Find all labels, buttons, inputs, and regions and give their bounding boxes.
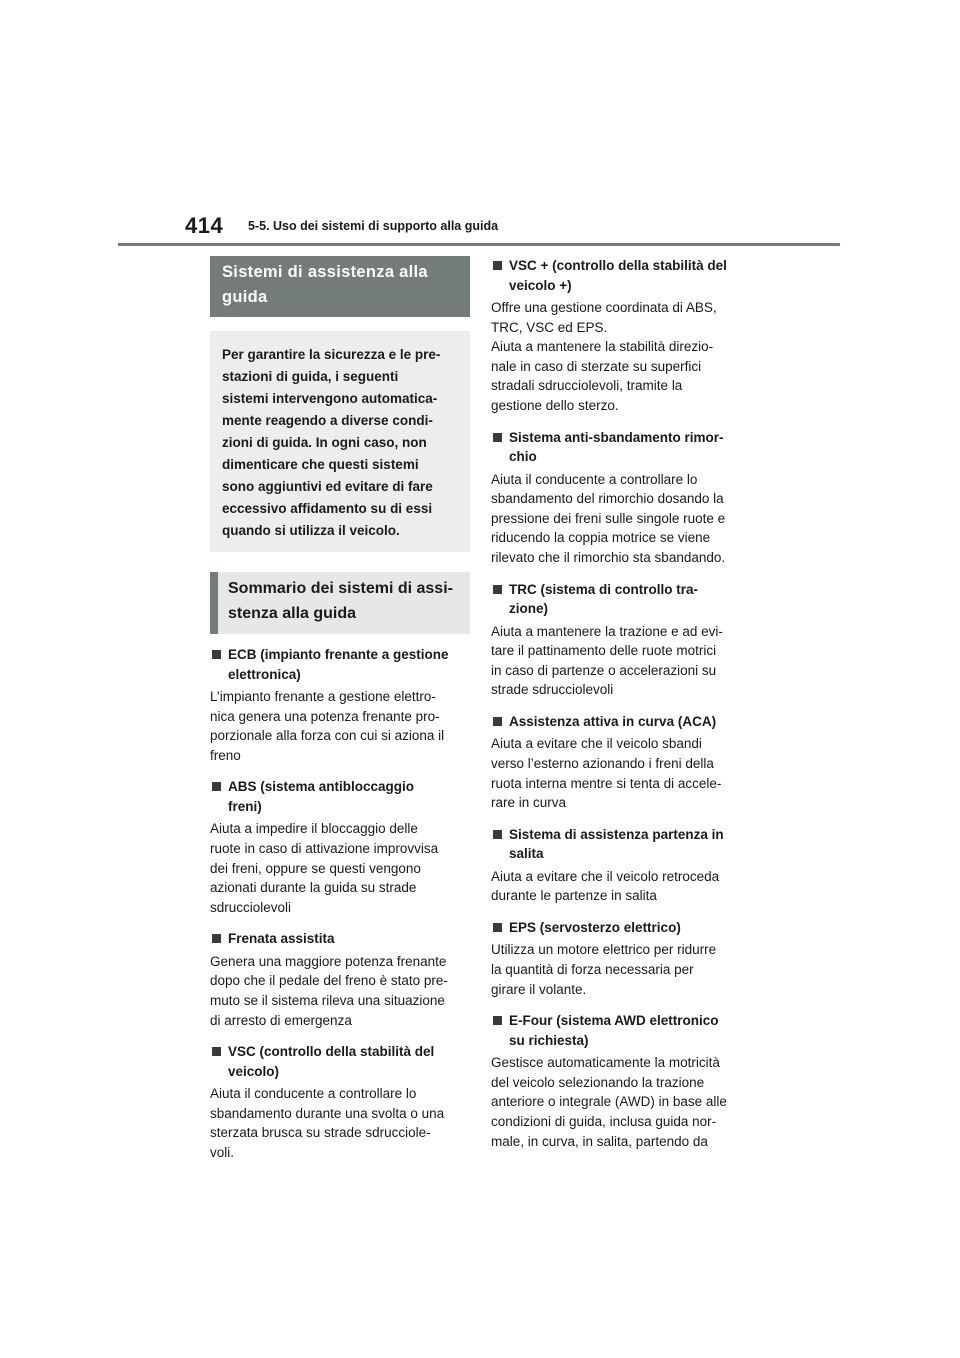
system-item-text-line: riducendo la coppia motrice se viene — [491, 530, 711, 546]
system-item-text-line: TRC, VSC ed EPS. — [491, 319, 608, 335]
system-item-text-line: stradali sdrucciolevoli, tramite la — [491, 378, 683, 394]
summary-heading-line: stenza alla guida — [228, 604, 357, 622]
system-item — [491, 918, 749, 999]
system-item-text-line: dopo che il pedale del freno è stato pre- — [210, 973, 448, 989]
system-item — [491, 256, 749, 416]
system-item-title — [491, 918, 749, 938]
system-item-text — [491, 940, 749, 999]
system-item — [210, 645, 470, 765]
intro-line: mente reagendo a diverse condi- — [222, 413, 433, 428]
system-item-text-line: in caso di partenze o accelerazioni su — [491, 662, 717, 678]
system-item-text-line: rare in curva — [491, 795, 567, 811]
system-item-title-line: Sistema di assistenza partenza in — [509, 826, 724, 842]
system-item-title-line: zione) — [509, 601, 548, 617]
system-item-text-line: verso l’esterno azionando i freni della — [491, 756, 714, 771]
system-item-title-line: salita — [509, 846, 544, 862]
system-item-text — [491, 867, 749, 906]
system-item-title — [491, 580, 749, 619]
system-item-text-line: ruota interna mentre si tenta di accele- — [491, 775, 722, 791]
system-item-text-line: Gestisce automaticamente la motricità — [491, 1055, 720, 1071]
system-item-text-line: muto se il sistema rileva una situazione — [210, 993, 445, 1009]
intro-line: stazioni di guida, i seguenti — [222, 369, 399, 384]
system-item-text-line: Aiuta a mantenere la stabilità direzio- — [491, 339, 714, 355]
system-item-text-line: nale in caso di sterzate su superfici — [491, 358, 702, 374]
system-item-title-line: E-Four (sistema AWD elettronico — [509, 1013, 719, 1029]
system-item-title — [210, 645, 470, 684]
system-item-text-line: L’impianto frenante a gestione elettro- — [210, 689, 436, 704]
system-item-title-line: VSC (controllo della stabilità del — [228, 1044, 435, 1060]
system-item-title-line: ABS (sistema antibloccaggio — [228, 779, 415, 795]
system-item-text-line: Genera una maggiore potenza frenante — [210, 953, 447, 969]
system-item-text-line: di arresto di emergenza — [210, 1012, 352, 1028]
system-item-text-line: voli. — [210, 1145, 235, 1160]
intro-line: zioni di guida. In ogni caso, non — [222, 435, 427, 450]
system-item-title-line: VSC + (controllo della stabilità del — [509, 258, 727, 273]
page-number: 414 — [185, 213, 224, 238]
system-item-text — [491, 622, 749, 700]
system-item-text-line: male, in curva, in salita, partendo da — [491, 1133, 708, 1149]
system-item-text-line: sterzata brusca su strade sdrucciole- — [210, 1125, 431, 1141]
system-item — [491, 825, 749, 906]
system-item-text-line: Offre una gestione coordinata di ABS, — [491, 300, 717, 315]
system-item-title-line: Sistema anti-sbandamento rimor- — [509, 429, 724, 445]
system-item-title — [491, 428, 749, 467]
system-item-title — [491, 712, 749, 732]
system-item-title-line: EPS (servosterzo elettrico) — [509, 919, 681, 935]
system-item-text-line: durante le partenze in salita — [491, 888, 657, 904]
system-item — [210, 777, 470, 917]
summary-heading-line: Sommario dei sistemi di assi- — [228, 580, 453, 597]
system-item-text-line: ruote in caso di attivazione improvvisa — [210, 840, 439, 856]
system-item-title-line: veicolo) — [228, 1063, 280, 1079]
system-item-text-line: gestione dello sterzo. — [491, 397, 619, 413]
system-item-text — [210, 1084, 470, 1162]
system-item-title — [491, 256, 749, 295]
system-item-title — [210, 777, 470, 816]
intro-line: sistemi intervengono automatica- — [222, 391, 438, 406]
system-item — [491, 580, 749, 700]
summary-heading — [210, 572, 470, 634]
system-item-text-line: dei freni, oppure se questi vengono — [210, 860, 421, 876]
system-item-title-line: chio — [509, 449, 537, 465]
left-items — [210, 645, 470, 1163]
right-items — [491, 256, 749, 1151]
system-item-text — [491, 1053, 749, 1151]
system-item-text-line: nica genera una potenza frenante pro- — [210, 708, 440, 724]
system-item-text — [491, 298, 749, 416]
intro-line: dimenticare che questi sistemi — [222, 457, 419, 472]
system-item-text — [210, 687, 470, 765]
system-item-text-line: Aiuta a mantenere la trazione e ad evi- — [491, 623, 723, 639]
assistance-box-title: Sistemi di assistenza alla guida — [210, 256, 470, 317]
system-item-text-line: sbandamento durante una svolta o una — [210, 1105, 445, 1121]
intro-line: quando si utilizza il veicolo. — [222, 523, 400, 538]
system-item-title-line: Assistenza attiva in curva (ACA) — [509, 713, 717, 729]
system-item-text-line: Aiuta a evitare che il veicolo retroceda — [491, 868, 720, 884]
system-item-title-line: ECB (impianto frenante a gestione — [228, 647, 449, 662]
system-item-text-line: sbandamento del rimorchio dosando la — [491, 491, 724, 507]
system-item — [491, 712, 749, 813]
system-item-text-line: strade sdrucciolevoli — [491, 682, 614, 698]
system-item-text-line: azionati durante la guida su strade — [210, 880, 417, 896]
system-item-text-line: sdrucciolevoli — [210, 899, 292, 915]
system-item-text — [210, 819, 470, 917]
system-item-title-line: veicolo +) — [509, 277, 572, 293]
system-item-title — [210, 1042, 470, 1081]
system-item — [491, 1011, 749, 1151]
system-item-text-line: rilevato che il rimorchio sta sbandando. — [491, 549, 726, 565]
intro-line: eccessivo affidamento su di essi — [222, 501, 433, 516]
system-item-text-line: freno — [210, 747, 241, 763]
system-item-title-line: elettronica) — [228, 666, 301, 682]
system-item-text-line: anteriore o integrale (AWD) in base alle — [491, 1094, 727, 1110]
system-item-text-line: porzionale alla forza con cui si aziona il — [210, 728, 445, 744]
system-item — [210, 1042, 470, 1162]
system-item-text-line: pressione dei freni sulle singole ruote e — [491, 510, 726, 526]
system-item-title — [491, 825, 749, 864]
section-title: 5-5. Uso dei sistemi di supporto alla guida — [248, 219, 499, 233]
system-item-title-line: TRC (sistema di controllo tra- — [509, 581, 699, 597]
right-column — [491, 256, 749, 1151]
system-item-text-line: la quantità di forza necessaria per — [491, 962, 694, 978]
system-item-text-line: Aiuta il conducente a controllare lo — [491, 471, 698, 487]
system-item-text-line: Aiuta a evitare che il veicolo sbandi — [491, 736, 702, 752]
system-item-text-line: tare il pattinamento delle ruote motrici — [491, 643, 717, 659]
left-column — [210, 256, 470, 1163]
system-item-text-line: Aiuta a impedire il bloccaggio delle — [210, 821, 418, 837]
system-item-text-line: girare il volante. — [491, 981, 587, 997]
system-item-text — [491, 470, 749, 568]
system-item-title — [210, 929, 470, 949]
system-item — [491, 428, 749, 568]
system-item-text-line: Aiuta il conducente a controllare lo — [210, 1086, 417, 1102]
system-item — [210, 929, 470, 1030]
system-item-title-line: Frenata assistita — [228, 931, 335, 947]
system-item-text-line: Utilizza un motore elettrico per ridurre — [491, 942, 717, 958]
intro-line: sono aggiuntivi ed evitare di fare — [222, 479, 433, 494]
intro-line: Per garantire la sicurezza e le pre- — [222, 347, 441, 362]
system-item-text-line: condizioni di guida, inclusa guida nor- — [491, 1114, 717, 1130]
system-item-text — [491, 734, 749, 812]
system-item-title-line: su richiesta) — [509, 1032, 589, 1048]
system-item-title — [491, 1011, 749, 1050]
system-item-text — [210, 952, 470, 1030]
header-rule — [118, 243, 840, 246]
system-item-text-line: del veicolo selezionando la trazione — [491, 1074, 705, 1090]
intro-box — [210, 331, 470, 552]
system-item-title-line: freni) — [228, 798, 262, 814]
